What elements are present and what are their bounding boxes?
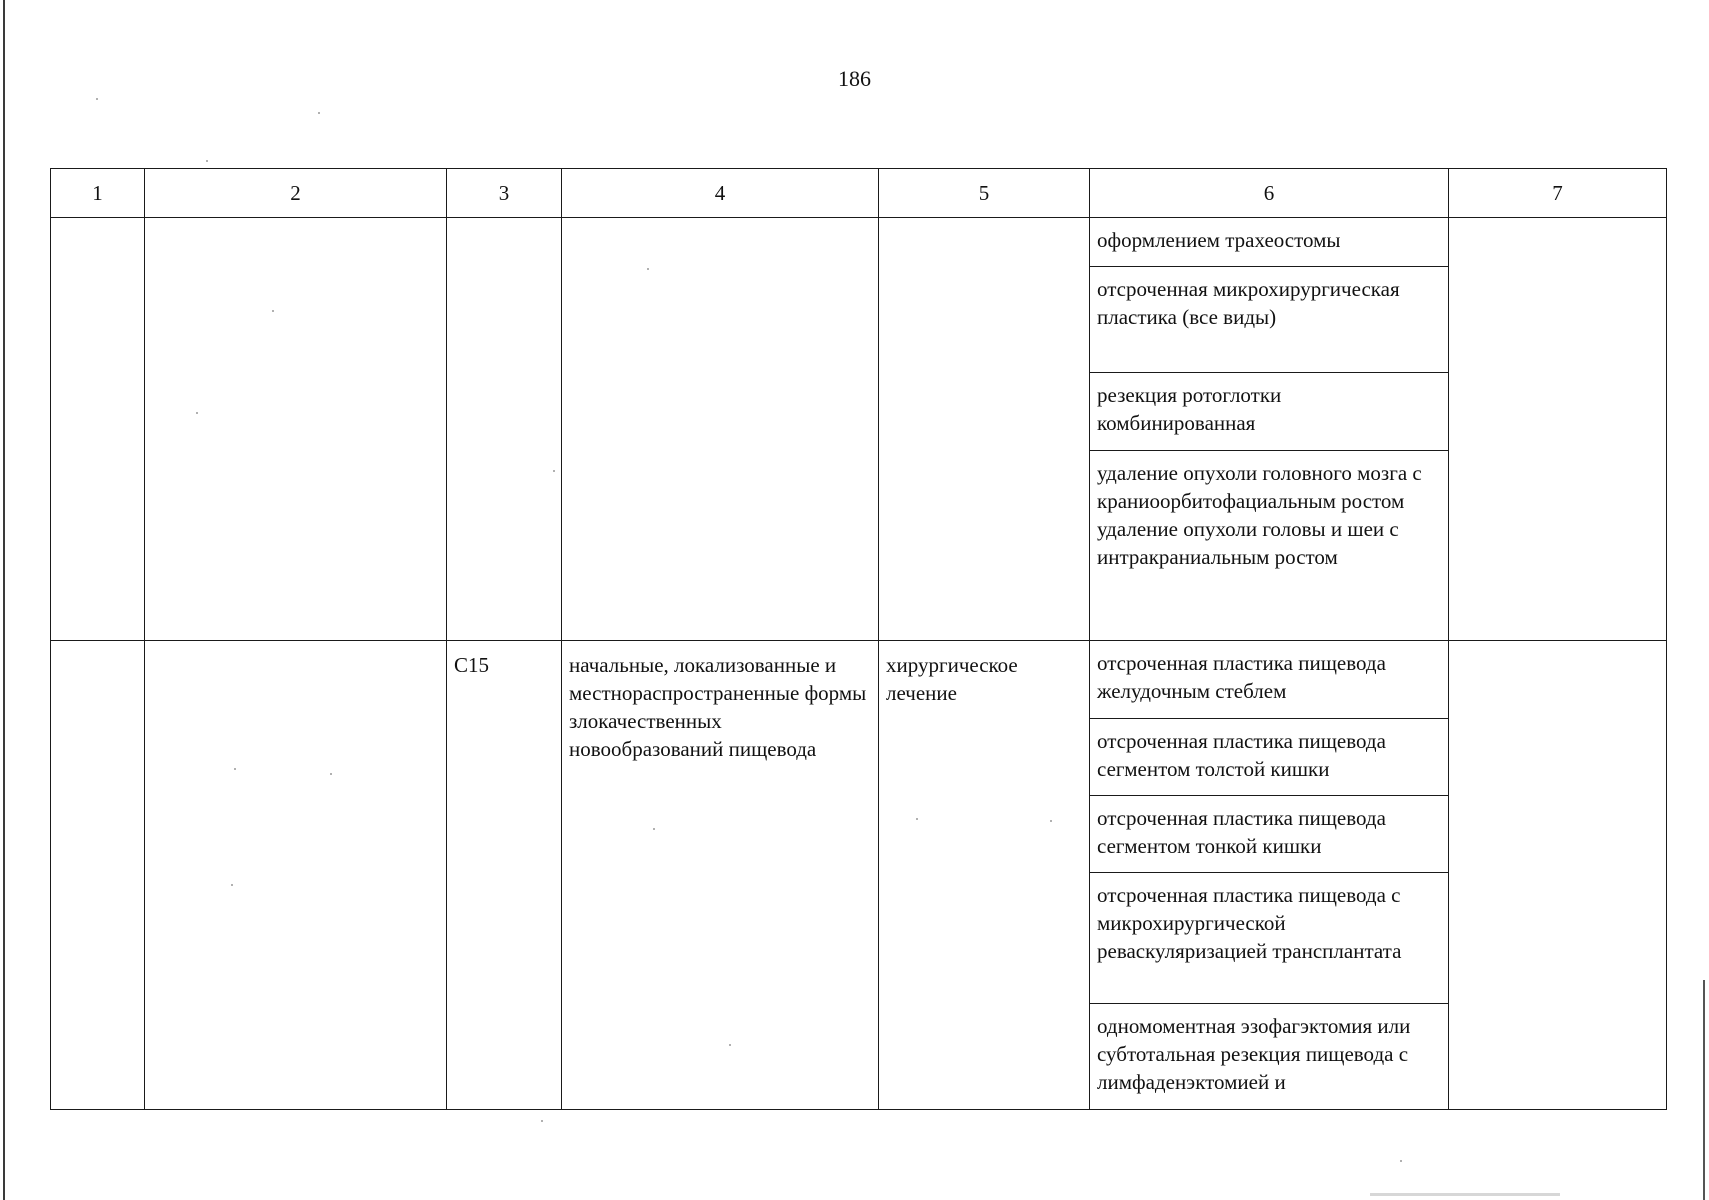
cell-empty — [562, 218, 879, 641]
scan-speck — [330, 773, 332, 775]
methods-cell — [1090, 218, 1449, 641]
methods-list — [1090, 218, 1448, 640]
diagnosis-text: начальные, локализованные и местнораспространенные формы злокачественных новообразований пищевода — [562, 641, 879, 1110]
scan-speck — [647, 268, 649, 270]
scan-speck — [541, 1120, 543, 1122]
method-item: одномоментная эзофагэктомия или субтотальная резекция пищевода с лимфаденэктомией и — [1097, 1013, 1411, 1094]
header-col-2: 2 — [145, 169, 447, 218]
scan-speck — [231, 884, 233, 886]
scan-border-left — [3, 0, 5, 1200]
method-item: отсроченная пластика пищевода сегментом толстой кишки — [1090, 718, 1448, 795]
treatment-type: хирургическое лечение — [879, 641, 1090, 1110]
method-item: отсроченная пластика пищевода с микрохирургической реваскуляризацией трансплантата — [1090, 872, 1448, 1003]
scan-speck — [1050, 820, 1052, 822]
scan-speck — [96, 98, 98, 100]
method-item: отсроченная пластика пищевода сегментом тонкой кишки — [1090, 795, 1448, 872]
header-col-5: 5 — [879, 169, 1090, 218]
methods-cell — [1090, 641, 1449, 1110]
method-item: резекция ротоглотки комбинированная — [1090, 372, 1448, 450]
procedures-table — [50, 168, 1667, 1110]
scan-smudge — [1370, 1193, 1560, 1196]
scan-speck — [272, 310, 274, 312]
method-item: оформлением трахеостомы — [1090, 218, 1448, 266]
table-row — [51, 218, 1667, 641]
scan-border-right — [1703, 980, 1705, 1200]
cell-empty — [1449, 218, 1667, 641]
method-item: отсроченная пластика пищевода желудочным стеблем — [1090, 641, 1448, 718]
scan-speck — [653, 828, 655, 830]
cell-empty — [145, 218, 447, 641]
scan-speck — [234, 768, 236, 770]
scan-speck — [916, 818, 918, 820]
scan-speck — [318, 112, 320, 114]
method-item: отсроченная микрохирургическая пластика (все виды) — [1090, 266, 1448, 372]
icd-code: C15 — [447, 641, 562, 1110]
page-number: 186 — [838, 66, 871, 91]
header-col-7: 7 — [1449, 169, 1667, 218]
header-row — [51, 169, 1667, 218]
methods-list — [1090, 641, 1448, 1109]
scan-speck — [729, 1044, 731, 1046]
method-item: удаление опухоли головного мозга с краниоорбитофациальным ростом удаление опухоли головы и шеи с интракраниальным ростом — [1097, 460, 1422, 569]
table-row — [51, 641, 1667, 1110]
scan-speck — [553, 470, 555, 472]
cell-empty — [145, 641, 447, 1110]
cell-empty — [51, 218, 145, 641]
cell-empty — [1449, 641, 1667, 1110]
header-col-6: 6 — [1090, 169, 1449, 218]
cell-empty — [51, 641, 145, 1110]
header-col-4: 4 — [562, 169, 879, 218]
scan-speck — [196, 412, 198, 414]
scan-speck — [1400, 1160, 1402, 1162]
scan-speck — [206, 160, 208, 162]
cell-empty — [879, 218, 1090, 641]
cell-empty — [447, 218, 562, 641]
header-col-1: 1 — [51, 169, 145, 218]
header-col-3: 3 — [447, 169, 562, 218]
